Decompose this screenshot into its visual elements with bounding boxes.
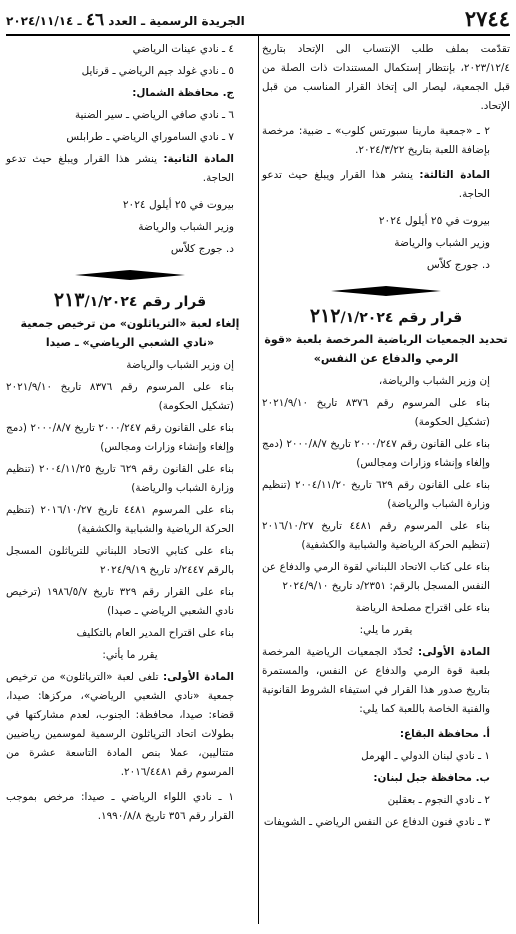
article-3	[262, 166, 510, 204]
page-header	[6, 4, 510, 34]
list-item: ١ ـ نادي لبنان الدولي ـ الهرمل	[361, 750, 490, 762]
signature-block	[262, 210, 510, 276]
governorate-heading: ج. محافظة الشمال:	[132, 87, 234, 99]
article-label: المادة الأولى:	[418, 646, 491, 658]
clause: بناء على القانون رقم ٢٠٠٠/٢٤٧ تاريخ ٢٠٠٠/٨/٧ (دمج وإلغاء وإنشاء وزارات ومجالس)	[6, 422, 235, 453]
decision-number: ٢١٢	[309, 305, 341, 327]
clause: بناء على المرسوم رقم ٤٤٨١ تاريخ ٢٠١٦/١٠/٢٧ (تنظيم الحركة الرياضية والشبابية والكشفية)	[262, 520, 491, 551]
decision-213-title	[6, 290, 254, 312]
decision-label: قرار رقم	[398, 310, 463, 326]
paragraph: تقدّمت بملف طلب الإنتساب الى الإتحاد بتاريخ ٢٠٢٣/١٢/٤، بإنتظار إستكمال المستندات ذات الصلة من قبل الجمعية، ليصار الى إتخاذ القرار المناسب من قبل الإتحاد.	[262, 43, 510, 112]
list-item: ٢ ـ نادي النجوم ـ بعقلين	[387, 794, 490, 806]
signature-name: د. جورج كلاّس	[426, 259, 490, 271]
left-column	[6, 40, 254, 832]
article-text: تُحدّد الجمعيات الرياضية المرخصة بلعبة قوة الرمي والدفاع عن النفس، والمستمرة بتاريخ صدور هذا القرار في استيفاء الشروط القانونية والفنية الخاصة باللعبة كما يلي:	[262, 646, 490, 715]
article-label: المادة الثانية:	[163, 153, 234, 165]
clause: بناء على القرار رقم ٣٢٩ تاريخ ١٩٨٦/٥/٧ (ترخيص نادي الشعبي الرياضي ـ صيدا)	[6, 586, 234, 617]
decorative-divider	[75, 270, 185, 280]
gazette-date: ـ ٢٠٢٤/١١/١٤	[6, 14, 82, 28]
article-text: ينشر هذا القرار ويبلغ حيث تدعو الحاجة.	[262, 169, 490, 200]
clause: بناء على المرسوم رقم ٨٣٧٦ تاريخ ٢٠٢١/٩/١٠ (تشكيل الحكومة)	[6, 381, 235, 412]
page-number: ٢٧٤٤	[464, 6, 510, 31]
article-text: تلغى لعبة «الترياثلون» من ترخيص جمعية «نادي الشعبي الرياضي»، مركزها: صيدا، قضاء: صيدا، محافظة: الجنوب، لعدم مشاركتها في بطولات اتحاد الترياثلون الرسمية لموسمين رياضيين متتاليين، عملا بنص المادة التاسعة عشرة من المرسوم رقم ٢٠١٦/٤٤٨١.	[6, 671, 234, 778]
clause: يقرر ما يلي:	[359, 624, 413, 636]
clause: إن وزير الشباب والرياضة،	[378, 375, 490, 387]
decision-number: ٢١٣	[53, 289, 85, 311]
right-column	[262, 40, 510, 835]
signature-title: وزير الشباب والرياضة	[394, 237, 490, 249]
gazette-title	[6, 10, 245, 30]
list-item: ٤ ـ نادي عينات الرياضي	[132, 43, 234, 55]
clause: بناء على المرسوم ٤٤٨١ تاريخ ٢٠١٦/١٠/٢٧ (تنظيم الحركة الرياضية والشبابية والكشفية)	[6, 504, 235, 535]
clause: بناء على كتابي الاتحاد اللبناني للترياثلون المسجل بالرقم ٢٤٤٧/د تاريخ ٢٠٢٤/٩/١٩	[6, 545, 234, 576]
article-1	[262, 643, 510, 719]
decision-year: /١/٢٠٢٤	[84, 294, 138, 310]
clause: بناء على القانون رقم ٦٢٩ تاريخ ٢٠٠٤/١١/٢٥ (تنظيم وزارة الشباب والرياضة)	[6, 463, 234, 494]
signature-place: بيروت في ٢٥ أيلول ٢٠٢٤	[122, 199, 234, 211]
clause: بناء على اقتراح المدير العام بالتكليف	[76, 627, 234, 639]
list-item: ٥ ـ نادي غولد جيم الرياضي ـ قرنايل	[81, 65, 234, 77]
list-item: ٦ ـ نادي صافي الرياضي ـ سير الضنية	[74, 109, 234, 121]
decision-213-subject: إلغاء لعبة «الترياثلون» من ترخيص جمعية «نادي الشعبي الرياضي» ـ صيدا	[20, 317, 240, 349]
decision-label: قرار رقم	[142, 294, 207, 310]
clause: بناء على القانون رقم ٦٢٩ تاريخ ٢٠٠٤/١١/٢٠ (تنظيم وزارة الشباب والرياضة)	[262, 479, 490, 510]
decision-212-title	[262, 306, 510, 328]
signature-place: بيروت في ٢٥ أيلول ٢٠٢٤	[378, 215, 490, 227]
clause: بناء على كتاب الاتحاد اللبناني لقوة الرمي والدفاع عن النفس المسجل بالرقم: ٢٣٥١/د تاريخ ٢٠٢٤/٩/١٠	[262, 561, 490, 592]
clause: بناء على المرسوم رقم ٨٣٧٦ تاريخ ٢٠٢١/٩/١٠ (تشكيل الحكومة)	[262, 397, 491, 428]
gazette-name: الجريدة الرسمية ـ العدد	[108, 14, 245, 28]
article-label: المادة الأولى:	[163, 671, 234, 683]
signature-name: د. جورج كلاّس	[170, 243, 234, 255]
list-item: ٣ ـ نادي فنون الدفاع عن النفس الرياضي ـ الشويفات	[263, 816, 490, 828]
article-label: المادة الثالثة:	[419, 169, 490, 181]
article-2	[6, 150, 254, 188]
article-text: ينشر هذا القرار ويبلغ حيث تدعو الحاجة.	[6, 153, 234, 184]
list-item: ٧ ـ نادي الساموراي الرياضي ـ طرابلس	[66, 131, 234, 143]
decision-year: /١/٢٠٢٤	[340, 310, 394, 326]
article-1	[6, 668, 254, 782]
governorate-heading: أ. محافظة البقاع:	[399, 728, 490, 740]
governorate-heading: ب. محافظة جبل لبنان:	[373, 772, 490, 784]
clause: بناء على القانون رقم ٢٠٠٠/٢٤٧ تاريخ ٢٠٠٠/٨/٧ (دمج وإلغاء وإنشاء وزارات ومجالس)	[262, 438, 491, 469]
signature-title: وزير الشباب والرياضة	[138, 221, 234, 233]
signature-block	[6, 194, 254, 260]
clause: إن وزير الشباب والرياضة	[126, 359, 234, 371]
clause: يقرر ما يأتي:	[102, 649, 158, 661]
issue-number: ٤٦	[85, 10, 105, 30]
column-divider	[258, 36, 259, 924]
clause: بناء على اقتراح مصلحة الرياضة	[355, 602, 490, 614]
decision-212-subject: تحديد الجمعيات الرياضية المرخصة بلعبة «قوة الرمي والدفاع عن النفس»	[264, 333, 508, 365]
paragraph: ٢ ـ «جمعية مارينا سبورتس كلوب» ـ ضبية: مرخصة بإضافة اللعبة بتاريخ ٢٠٢٤/٣/٢٢.	[262, 125, 490, 156]
decorative-divider	[331, 286, 441, 296]
list-item: ١ ـ نادي اللواء الرياضي ـ صيدا: مرخص بموجب القرار رقم ٣٥٦ تاريخ ١٩٩٠/٨/٨.	[6, 791, 234, 822]
